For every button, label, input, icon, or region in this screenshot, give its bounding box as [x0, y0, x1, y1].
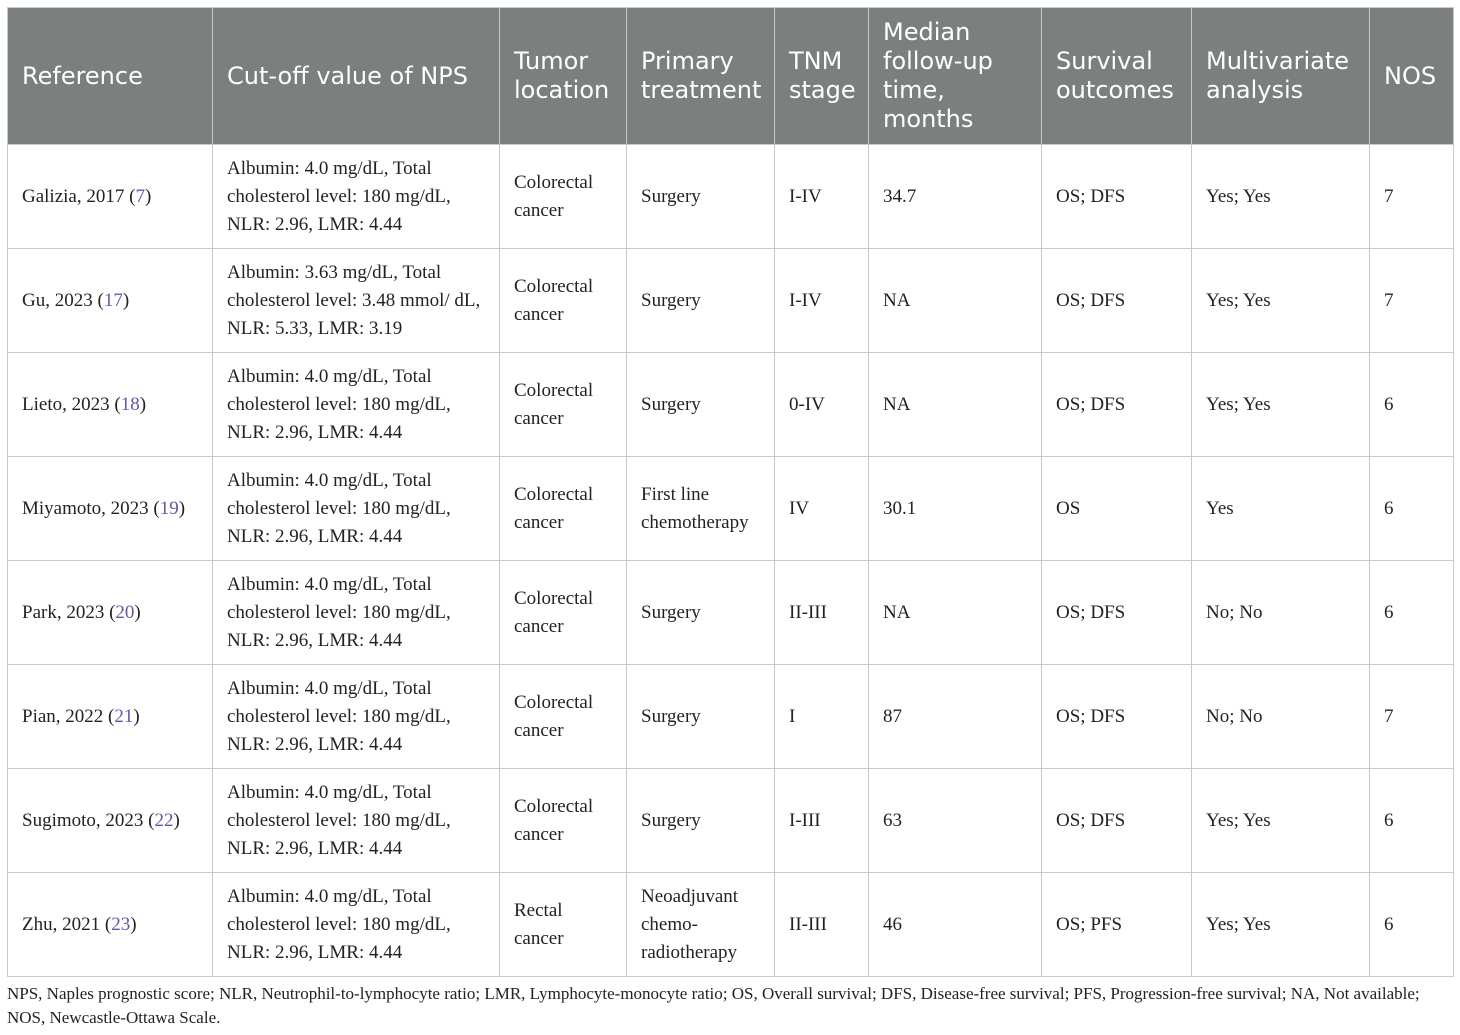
cell-median-followup: 46 — [869, 873, 1042, 977]
cell-primary-treatment: Surgery — [627, 353, 775, 457]
cell-cutoff: Albumin: 4.0 mg/dL, Total cholesterol level: 180 mg/dL, NLR: 2.96, LMR: 4.44 — [213, 873, 500, 977]
table-row — [8, 457, 1454, 561]
reference-name: Zhu, 2021 — [22, 913, 101, 935]
cell-tumor-location: Colorectal cancer — [500, 249, 627, 353]
cell-primary-treatment: First line chemotherapy — [627, 457, 775, 561]
cell-cutoff: Albumin: 4.0 mg/dL, Total cholesterol level: 180 mg/dL, NLR: 2.96, LMR: 4.44 — [213, 457, 500, 561]
table-row — [8, 769, 1454, 873]
cell-primary-treatment: Surgery — [627, 769, 775, 873]
cell-cutoff: Albumin: 3.63 mg/dL, Total cholesterol level: 3.48 mmol/ dL, NLR: 5.33, LMR: 3.19 — [213, 249, 500, 353]
cell-primary-treatment: Surgery — [627, 665, 775, 769]
table-row — [8, 145, 1454, 249]
cell-tnm-stage: I-III — [775, 769, 869, 873]
cell-reference: Lieto, 2023 (18) — [8, 353, 213, 457]
cell-nos: 7 — [1370, 665, 1454, 769]
cell-tnm-stage: IV — [775, 457, 869, 561]
reference-name: Miyamoto, 2023 — [22, 497, 149, 519]
header-tnm-stage: TNM stage — [775, 8, 869, 145]
cell-tnm-stage: II-III — [775, 561, 869, 665]
reference-link[interactable]: 23 — [111, 913, 131, 935]
cell-nos: 6 — [1370, 769, 1454, 873]
cell-tumor-location: Colorectal cancer — [500, 145, 627, 249]
cell-nos: 7 — [1370, 249, 1454, 353]
cell-reference: Pian, 2022 (21) — [8, 665, 213, 769]
cell-multivariate: No; No — [1192, 561, 1370, 665]
cell-multivariate: Yes — [1192, 457, 1370, 561]
reference-name: Galizia, 2017 — [22, 185, 125, 207]
cell-cutoff: Albumin: 4.0 mg/dL, Total cholesterol level: 180 mg/dL, NLR: 2.96, LMR: 4.44 — [213, 353, 500, 457]
table-footnote: NPS, Naples prognostic score; NLR, Neutrophil-to-lymphocyte ratio; LMR, Lymphocyte-monocyte ratio; OS, Overall survival; DFS, Disease-free survival; PFS, Progression-free survival; NA, Not available; NOS, Newcastle-Ottawa Scale. — [7, 984, 1420, 1027]
cell-multivariate: No; No — [1192, 665, 1370, 769]
cell-multivariate: Yes; Yes — [1192, 873, 1370, 977]
study-characteristics-table — [7, 7, 1454, 977]
cell-reference: Park, 2023 (20) — [8, 561, 213, 665]
cell-survival-outcomes: OS; DFS — [1042, 249, 1192, 353]
reference-name: Sugimoto, 2023 — [22, 809, 144, 831]
cell-tumor-location: Colorectal cancer — [500, 457, 627, 561]
cell-tnm-stage: 0-IV — [775, 353, 869, 457]
table-row — [8, 353, 1454, 457]
cell-reference: Miyamoto, 2023 (19) — [8, 457, 213, 561]
header-multivariate: Multivariate analysis — [1192, 8, 1370, 145]
cell-tumor-location: Colorectal cancer — [500, 353, 627, 457]
header-median-followup: Median follow-up time, months — [869, 8, 1042, 145]
cell-primary-treatment: Neoadjuvant chemo- radiotherapy — [627, 873, 775, 977]
study-characteristics-table-container — [7, 7, 1453, 977]
cell-survival-outcomes: OS; DFS — [1042, 145, 1192, 249]
table-row — [8, 665, 1454, 769]
cell-reference: Galizia, 2017 (7) — [8, 145, 213, 249]
cell-survival-outcomes: OS; DFS — [1042, 353, 1192, 457]
cell-nos: 7 — [1370, 145, 1454, 249]
header-nos: NOS — [1370, 8, 1454, 145]
cell-nos: 6 — [1370, 353, 1454, 457]
cell-survival-outcomes: OS; DFS — [1042, 561, 1192, 665]
reference-link[interactable]: 21 — [114, 705, 134, 727]
cell-median-followup: 87 — [869, 665, 1042, 769]
reference-link[interactable]: 22 — [154, 809, 174, 831]
cell-cutoff: Albumin: 4.0 mg/dL, Total cholesterol level: 180 mg/dL, NLR: 2.96, LMR: 4.44 — [213, 769, 500, 873]
cell-multivariate: Yes; Yes — [1192, 249, 1370, 353]
cell-primary-treatment: Surgery — [627, 145, 775, 249]
header-tumor-location: Tumor location — [500, 8, 627, 145]
cell-survival-outcomes: OS — [1042, 457, 1192, 561]
cell-survival-outcomes: OS; DFS — [1042, 665, 1192, 769]
cell-cutoff: Albumin: 4.0 mg/dL, Total cholesterol level: 180 mg/dL, NLR: 2.96, LMR: 4.44 — [213, 561, 500, 665]
cell-median-followup: 63 — [869, 769, 1042, 873]
cell-median-followup: NA — [869, 353, 1042, 457]
header-cutoff: Cut-off value of NPS — [213, 8, 500, 145]
reference-link[interactable]: 18 — [120, 393, 140, 415]
cell-tnm-stage: I-IV — [775, 249, 869, 353]
table-body — [8, 145, 1454, 977]
reference-name: Pian, 2022 — [22, 705, 104, 727]
table-row — [8, 249, 1454, 353]
cell-nos: 6 — [1370, 561, 1454, 665]
cell-survival-outcomes: OS; DFS — [1042, 769, 1192, 873]
cell-tumor-location: Colorectal cancer — [500, 561, 627, 665]
header-primary-treatment: Primary treatment — [627, 8, 775, 145]
header-row — [8, 8, 1454, 145]
cell-multivariate: Yes; Yes — [1192, 769, 1370, 873]
header-survival-outcomes: Survival outcomes — [1042, 8, 1192, 145]
cell-tumor-location: Colorectal cancer — [500, 769, 627, 873]
cell-tnm-stage: I — [775, 665, 869, 769]
cell-tnm-stage: II-III — [775, 873, 869, 977]
cell-multivariate: Yes; Yes — [1192, 145, 1370, 249]
cell-reference: Gu, 2023 (17) — [8, 249, 213, 353]
reference-link[interactable]: 20 — [115, 601, 135, 623]
reference-link[interactable]: 7 — [135, 185, 145, 207]
table-row — [8, 561, 1454, 665]
reference-name: Lieto, 2023 — [22, 393, 110, 415]
cell-tnm-stage: I-IV — [775, 145, 869, 249]
cell-primary-treatment: Surgery — [627, 249, 775, 353]
header-reference: Reference — [8, 8, 213, 145]
cell-cutoff: Albumin: 4.0 mg/dL, Total cholesterol level: 180 mg/dL, NLR: 2.96, LMR: 4.44 — [213, 145, 500, 249]
reference-link[interactable]: 17 — [103, 289, 123, 311]
table-row — [8, 873, 1454, 977]
cell-median-followup: NA — [869, 561, 1042, 665]
cell-primary-treatment: Surgery — [627, 561, 775, 665]
cell-nos: 6 — [1370, 457, 1454, 561]
cell-median-followup: 34.7 — [869, 145, 1042, 249]
reference-link[interactable]: 19 — [159, 497, 179, 519]
reference-name: Gu, 2023 — [22, 289, 93, 311]
cell-reference: Zhu, 2021 (23) — [8, 873, 213, 977]
cell-reference: Sugimoto, 2023 (22) — [8, 769, 213, 873]
cell-tumor-location: Colorectal cancer — [500, 665, 627, 769]
cell-multivariate: Yes; Yes — [1192, 353, 1370, 457]
reference-name: Park, 2023 — [22, 601, 105, 623]
cell-cutoff: Albumin: 4.0 mg/dL, Total cholesterol level: 180 mg/dL, NLR: 2.96, LMR: 4.44 — [213, 665, 500, 769]
cell-survival-outcomes: OS; PFS — [1042, 873, 1192, 977]
cell-tumor-location: Rectal cancer — [500, 873, 627, 977]
cell-nos: 6 — [1370, 873, 1454, 977]
cell-median-followup: NA — [869, 249, 1042, 353]
table-header — [8, 8, 1454, 145]
cell-median-followup: 30.1 — [869, 457, 1042, 561]
